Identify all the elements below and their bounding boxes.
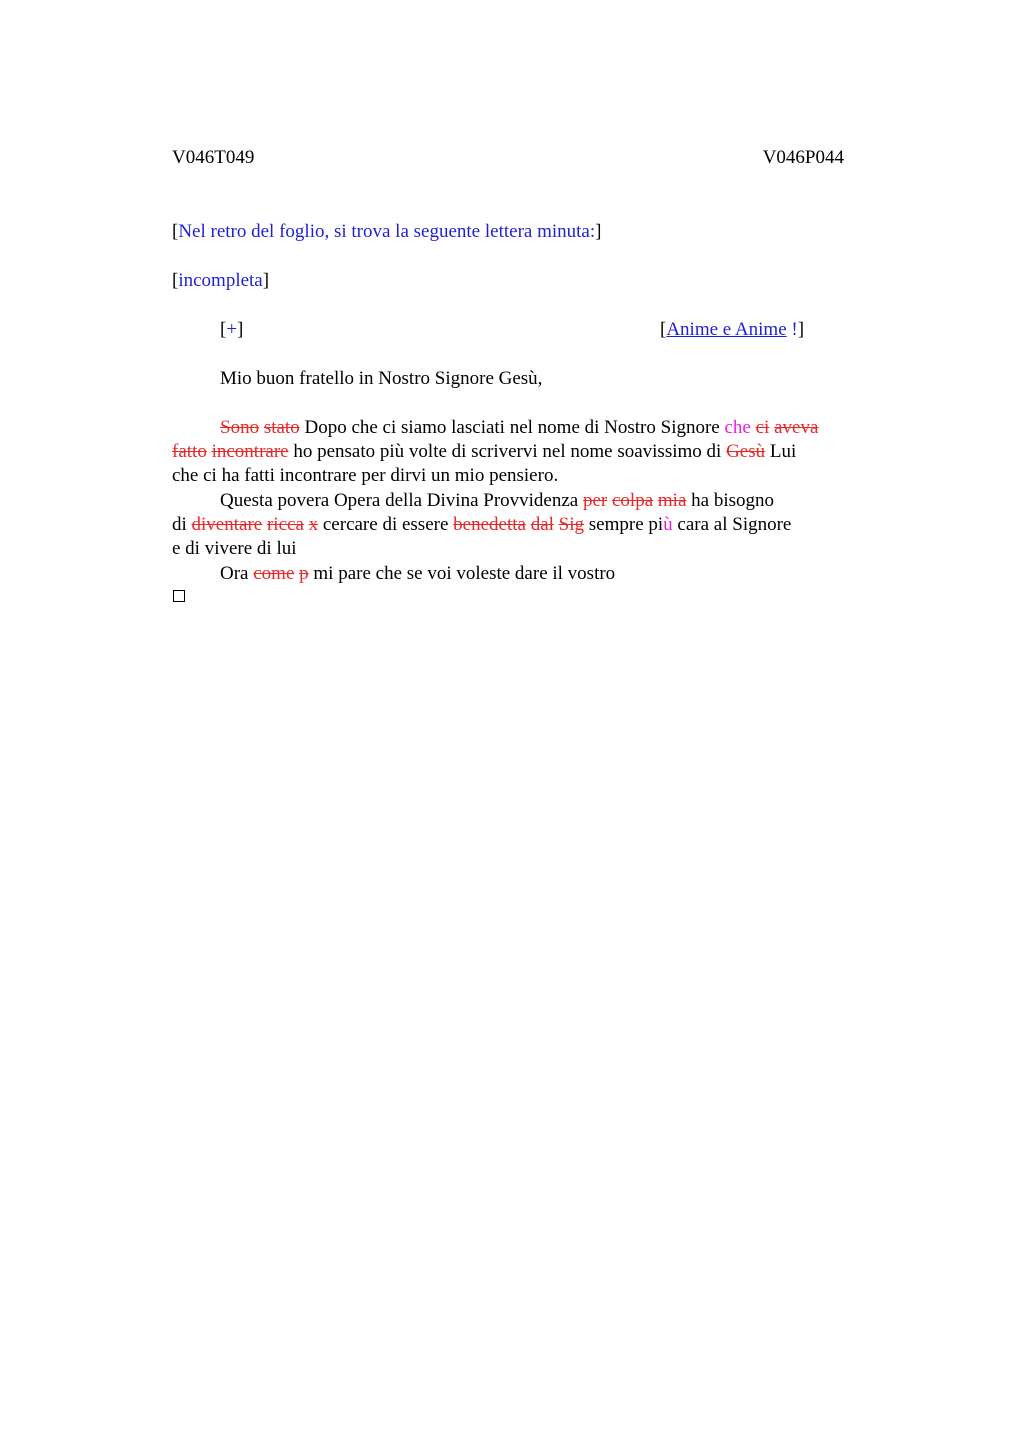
deleted-text: diventare	[191, 514, 263, 535]
deleted-text: Sig	[558, 514, 585, 535]
bracket-open: [	[172, 221, 179, 242]
inserted-text: che	[724, 417, 751, 438]
marks-line	[220, 318, 840, 342]
editorial-note-retro	[172, 220, 872, 244]
deleted-text: Sono	[220, 417, 260, 438]
deleted-text: benedetta	[453, 514, 526, 535]
deleted-text: p	[299, 563, 309, 584]
para2-line3: e di vivere di lui	[172, 538, 297, 559]
document-code-left: V046T049	[172, 147, 255, 168]
para2-line2: di diventare ricca x cercare di essere benedetta dal Sig sempre più cara al Signore	[172, 514, 792, 535]
deleted-text: come	[253, 563, 295, 584]
para1-line3: che ci ha fatti incontrare per dirvi un mio pensiero.	[172, 465, 559, 486]
anime-link[interactable]: Anime e Anime	[666, 319, 787, 340]
para1-line2: fatto incontrare ho pensato più volte di scrivervi nel nome soavissimo di Gesù Lui	[172, 441, 797, 462]
note-text: Nel retro del foglio, si trova la seguente lettera minuta:	[178, 221, 596, 242]
deleted-text: ci	[755, 417, 770, 438]
deleted-text: mia	[657, 490, 687, 511]
note-text: incompleta	[178, 270, 263, 291]
deleted-text: Gesù	[726, 441, 766, 462]
plus-mark: [+]	[220, 319, 244, 340]
editorial-note-incompleta	[172, 269, 872, 293]
deleted-text: colpa	[612, 490, 654, 511]
checkbox-square-icon	[173, 590, 185, 602]
deleted-text: incontrare	[211, 441, 289, 462]
para2-line1: Questa povera Opera della Divina Provvidenza per colpa mia ha bisogno	[220, 490, 775, 511]
bracket-close: ]	[262, 270, 270, 291]
inserted-text: ù	[663, 514, 673, 535]
deleted-text: per	[582, 490, 608, 511]
para3-line1: Ora come p mi pare che se voi voleste dare il vostro	[220, 563, 616, 584]
bracket-close: ]	[595, 221, 602, 242]
document-code-right: V046P044	[762, 147, 844, 168]
bracket-open: [	[172, 270, 179, 291]
deleted-text: fatto	[172, 441, 207, 462]
deleted-text: dal	[530, 514, 554, 535]
para1-line1: Sono stato Dopo che ci siamo lasciati nel nome di Nostro Signore che ci aveva	[220, 417, 819, 438]
deleted-text: stato	[263, 417, 300, 438]
anime-mark: [Anime e Anime !]	[660, 319, 805, 340]
deleted-text: ricca	[266, 514, 304, 535]
deleted-text: aveva	[774, 417, 819, 438]
salutation: Mio buon fratello in Nostro Signore Gesù,	[220, 368, 543, 389]
deleted-text: x	[308, 514, 319, 535]
